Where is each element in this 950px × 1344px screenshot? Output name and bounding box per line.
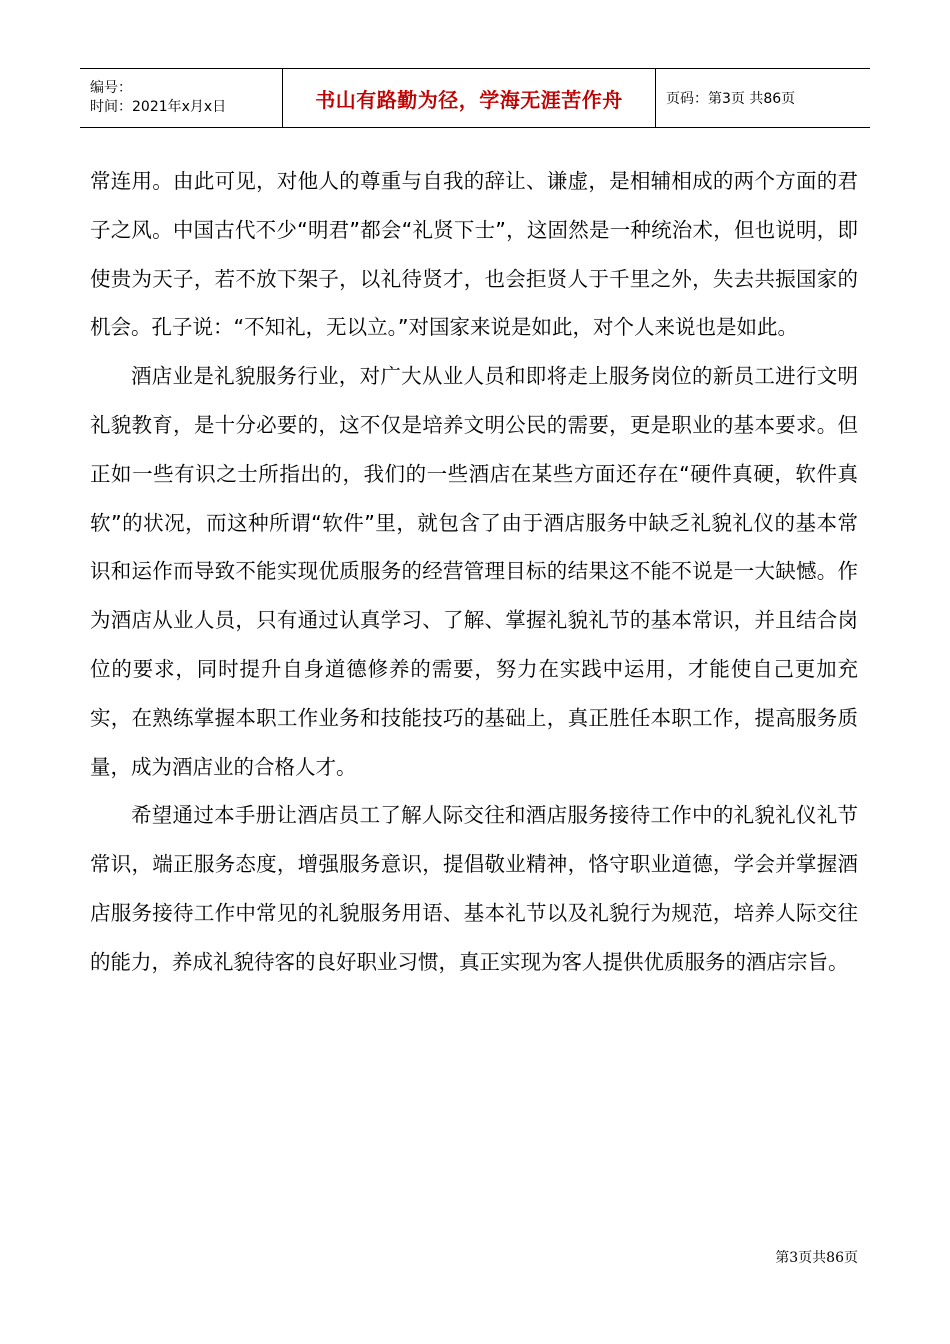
header-page-info: 页码：第3页 共86页: [666, 91, 796, 107]
page-header: [80, 68, 870, 128]
page-footer: 第3页共86页: [775, 1250, 858, 1266]
header-date-label: 时间：2021年x月x日: [90, 99, 227, 115]
paragraph-continuation: 常连用。由此可见，对他人的尊重与自我的辞让、谦虚，是相辅相成的两个方面的君子之风。中国古代不少“明君”都会“礼贤下士”，这固然是一种统治术，但也说明，即使贵为天子，若不放下架子，以礼待贤才，也会拒贤人于千里之外，失去共振国家的机会。孔子说：“不知礼，无以立。”对国家来说是如此，对个人来说也是如此。: [90, 169, 858, 340]
document-body: [90, 157, 858, 987]
header-motto-cell: [282, 69, 656, 127]
header-number-label: 编号：: [90, 80, 132, 96]
header-motto: 书山有路勤为径，学海无涯苦作舟: [315, 87, 623, 112]
paragraph-manual-purpose: 希望通过本手册让酒店员工了解人际交往和酒店服务接待工作中的礼貌礼仪礼节常识，端正服务态度，增强服务意识，提倡敬业精神，恪守职业道德，学会并掌握酒店服务接待工作中常见的礼貌服务用语、基本礼节以及礼貌行为规范，培养人际交往的能力，养成礼貌待客的良好职业习惯，真正实现为客人提供优质服务的酒店宗旨。: [90, 803, 858, 974]
paragraph-hotel-industry: 酒店业是礼貌服务行业，对广大从业人员和即将走上服务岗位的新员工进行文明礼貌教育，是十分必要的，这不仅是培养文明公民的需要，更是职业的基本要求。但正如一些有识之士所指出的，我们的一些酒店在某些方面还存在“硬件真硬，软件真软”的状况，而这种所谓“软件”里，就包含了由于酒店服务中缺乏礼貌礼仪的基本常识和运作而导致不能实现优质服务的经营管理目标的结果这不能不说是一大缺憾。作为酒店从业人员，只有通过认真学习、了解、掌握礼貌礼节的基本常识，并且结合岗位的要求，同时提升自身道德修养的需要，努力在实践中运用，才能使自己更加充实，在熟练掌握本职工作业务和技能技巧的基础上，真正胜任本职工作，提高服务质量，成为酒店业的合格人才。: [90, 364, 858, 779]
header-meta: [80, 69, 282, 127]
